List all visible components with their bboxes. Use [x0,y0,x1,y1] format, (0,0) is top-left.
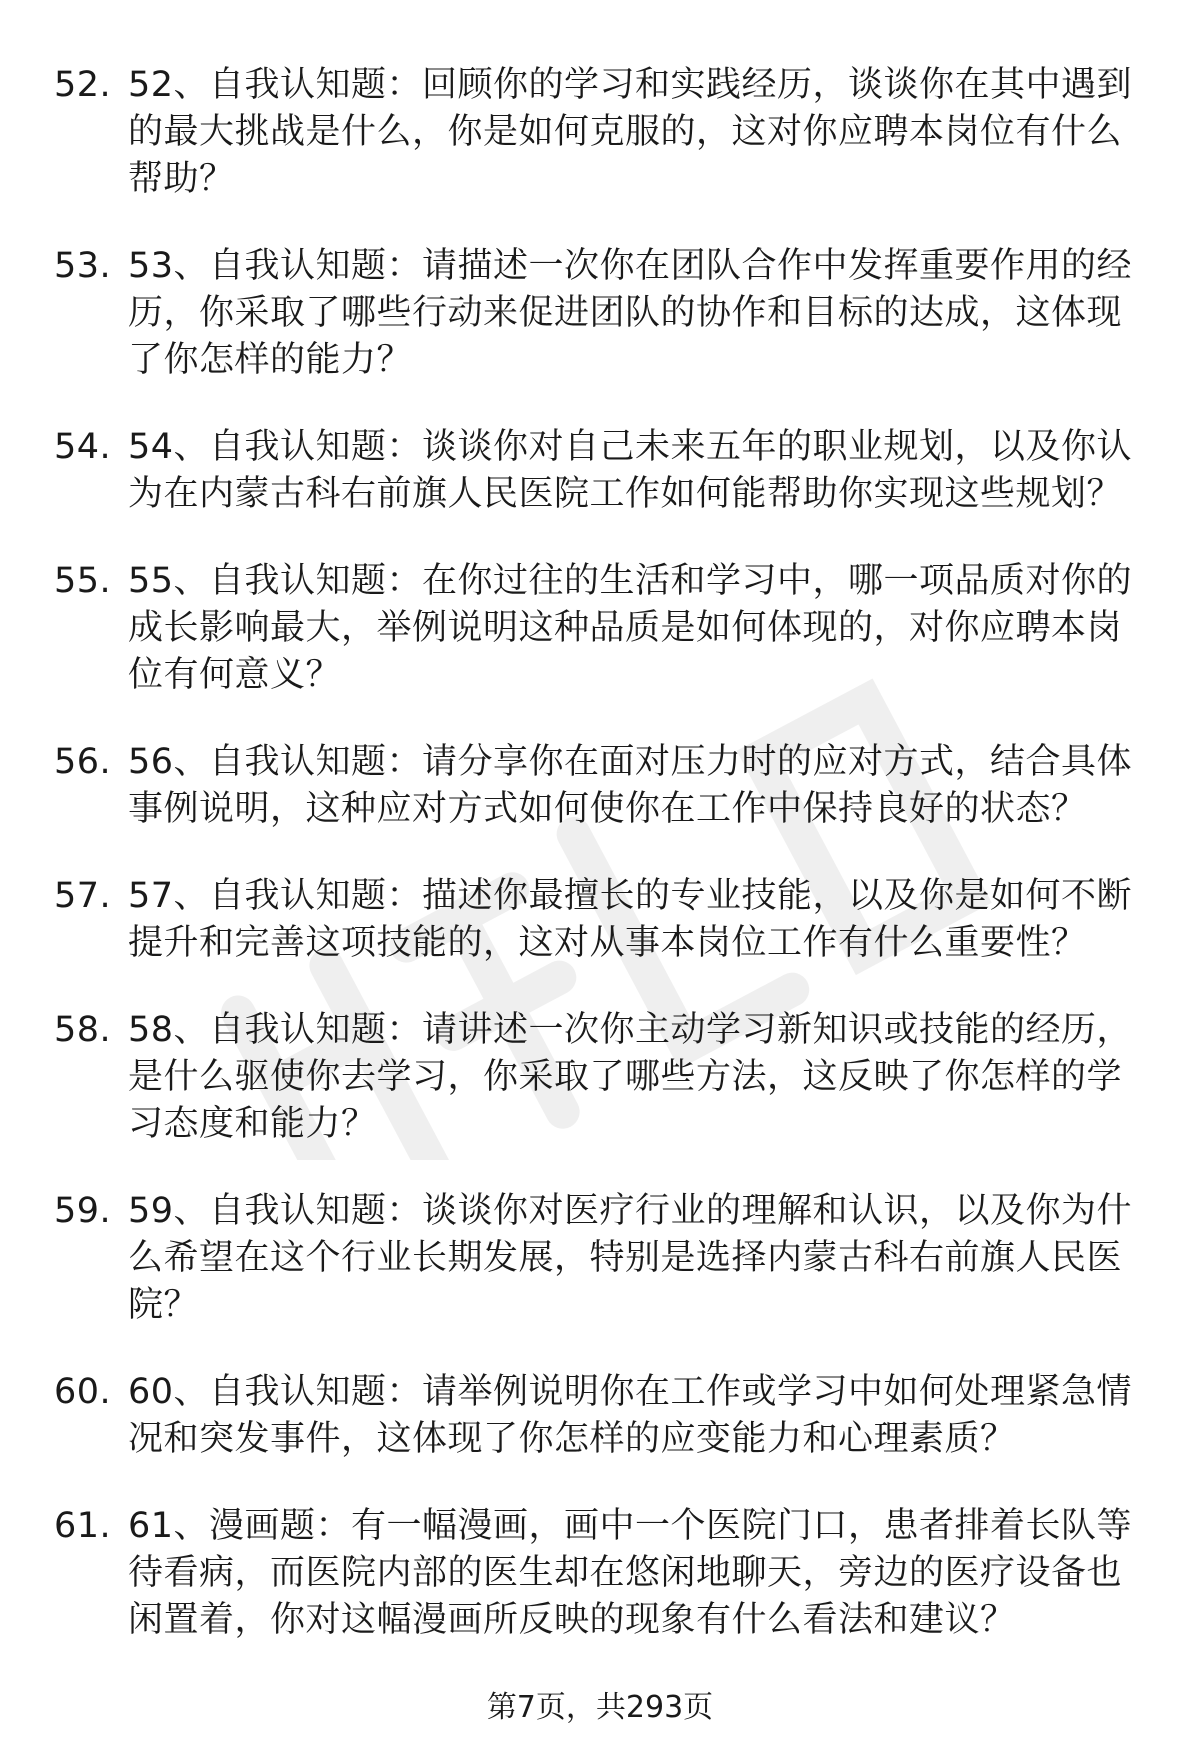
question-number: 57. [54,876,112,916]
question-item [0,739,1200,833]
question-item [0,1369,1200,1463]
question-text: 55、自我认知题：在你过往的生活和学习中，哪一项品质对你的成长影响最大，举例说明这种品质是如何体现的，对你应聘本岗位有何意义？ [128,561,1133,695]
question-item [0,243,1200,384]
question-item [0,1007,1200,1148]
question-item [0,1503,1200,1644]
question-number: 52. [54,65,112,105]
question-item [0,1188,1200,1329]
question-number: 56. [54,742,112,782]
question-list [0,62,1200,1684]
question-text: 58、自我认知题：请讲述一次你主动学习新知识或技能的经历，是什么驱使你去学习，你采取了哪些方法，这反映了你怎样的学习态度和能力？ [128,1010,1133,1144]
question-text: 60、自我认知题：请举例说明你在工作或学习中如何处理紧急情况和突发事件，这体现了你怎样的应变能力和心理素质？ [128,1372,1133,1459]
question-text: 53、自我认知题：请描述一次你在团队合作中发挥重要作用的经历，你采取了哪些行动来促进团队的协作和目标的达成，这体现了你怎样的能力？ [128,246,1133,380]
question-number: 58. [54,1010,112,1050]
question-number: 53. [54,246,112,286]
question-item [0,62,1200,203]
question-item [0,424,1200,518]
question-item [0,558,1200,699]
question-number: 61. [54,1506,112,1546]
question-text: 57、自我认知题：描述你最擅长的专业技能，以及你是如何不断提升和完善这项技能的，这对从事本岗位工作有什么重要性？ [128,876,1133,963]
question-text: 59、自我认知题：谈谈你对医疗行业的理解和认识，以及你为什么希望在这个行业长期发展，特别是选择内蒙古科右前旗人民医院？ [128,1191,1133,1325]
question-number: 55. [54,561,112,601]
question-number: 59. [54,1191,112,1231]
question-text: 56、自我认知题：请分享你在面对压力时的应对方式，结合具体事例说明，这种应对方式如何使你在工作中保持良好的状态？ [128,742,1133,829]
page-footer: 第7页，共293页 [486,1690,714,1725]
question-item [0,873,1200,967]
question-text: 54、自我认知题：谈谈你对自己未来五年的职业规划，以及你认为在内蒙古科右前旗人民医院工作如何能帮助你实现这些规划？ [128,427,1133,514]
question-number: 60. [54,1372,112,1412]
question-number: 54. [54,427,112,467]
question-text: 61、漫画题：有一幅漫画，画中一个医院门口，患者排着长队等待看病，而医院内部的医生却在悠闲地聊天，旁边的医疗设备也闲置着，你对这幅漫画所反映的现象有什么看法和建议？ [128,1506,1133,1640]
question-text: 52、自我认知题：回顾你的学习和实践经历，谈谈你在其中遇到的最大挑战是什么，你是如何克服的，这对你应聘本岗位有什么帮助？ [128,65,1133,199]
